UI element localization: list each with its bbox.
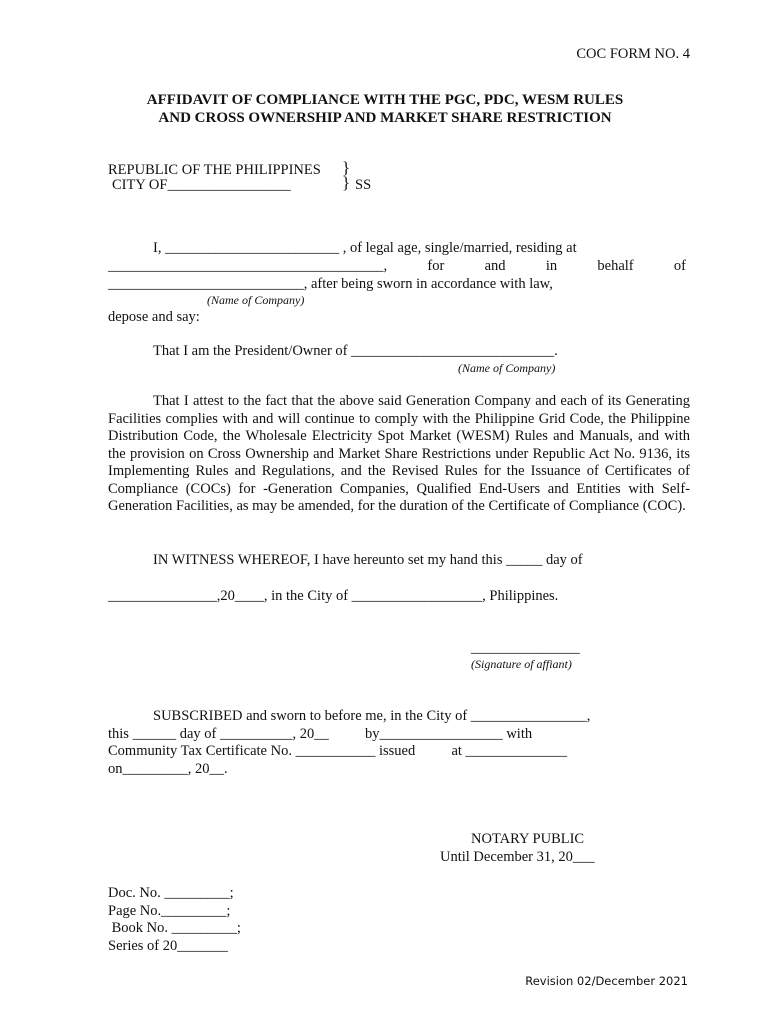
attest-paragraph: That I attest to the fact that the above said Generation Company and each of its Generating Facilities complies with and will continue to comply with the Philippine Grid Code, the Philippine Distribution Code, the Wholesale Electricity Spot Market (WESM) Rules and Manuals, and with the provision on Cross Ownership and Market Share Restrictions under Republic Act No. 9136, its Implementing Rules and Regulations, and the Revised Rules for the Issuance of Certificates of Compliance (COCs) for -Generation Companies, Qualified End-Users and Entities with Self-Generation Facilities, as may be amended, for the duration of the Certificate of Compliance (COC). xyxy=(108,393,690,514)
intro-line-3: ___________________________, after being sworn in accordance with law, xyxy=(108,276,553,292)
president-company-caption: (Name of Company) xyxy=(458,361,556,375)
venue-republic: REPUBLIC OF THE PHILIPPINES xyxy=(108,162,321,178)
title-line-1: AFFIDAVIT OF COMPLIANCE WITH THE PGC, PDC, WESM RULES xyxy=(146,92,624,108)
title-line-2: AND CROSS OWNERSHIP AND MARKET SHARE RESTRICTION xyxy=(158,110,612,126)
signature-caption: (Signature of affiant) xyxy=(471,657,572,671)
signature-line: _______________ xyxy=(471,640,580,656)
docket-book-no: Book No. _________; xyxy=(108,920,241,936)
docket-doc-no: Doc. No. _________; xyxy=(108,885,234,901)
subscribed-line-4: on_________, 20__. xyxy=(108,761,228,777)
subscribed-line-3: Community Tax Certificate No. ___________ issued at ______________ xyxy=(108,743,568,759)
president-line: That I am the President/Owner of ____________________________. xyxy=(153,343,558,359)
form-number: COC FORM NO. 4 xyxy=(576,46,690,62)
intro-line-4: depose and say: xyxy=(108,309,200,325)
witness-line-1: IN WITNESS WHEREOF, I have hereunto set my hand this _____ day of xyxy=(153,552,583,568)
notary-title: NOTARY PUBLIC xyxy=(471,831,585,847)
revision-footer: Revision 02/December 2021 xyxy=(525,974,688,988)
intro-line-1: I, ________________________ , of legal age, single/married, residing at xyxy=(153,240,577,256)
intro-company-caption: (Name of Company) xyxy=(207,293,305,307)
intro-line-2: ______________________________________, for and in behalf of xyxy=(108,258,686,274)
docket-series: Series of 20_______ xyxy=(108,938,229,954)
witness-line-2: _______________,20____, in the City of __________________, Philippines. xyxy=(108,588,559,604)
notary-until: Until December 31, 20___ xyxy=(440,849,595,865)
brace-top: } xyxy=(342,158,351,177)
venue-ss: SS xyxy=(355,177,372,193)
brace-bottom: } xyxy=(342,173,351,192)
subscribed-line-2: this ______ day of __________, 20__ by_________________ with xyxy=(108,726,533,742)
venue-city: CITY OF_________________ xyxy=(112,177,291,193)
subscribed-line-1: SUBSCRIBED and sworn to before me, in the City of ________________, xyxy=(153,708,591,724)
docket-page-no: Page No._________; xyxy=(108,903,231,919)
